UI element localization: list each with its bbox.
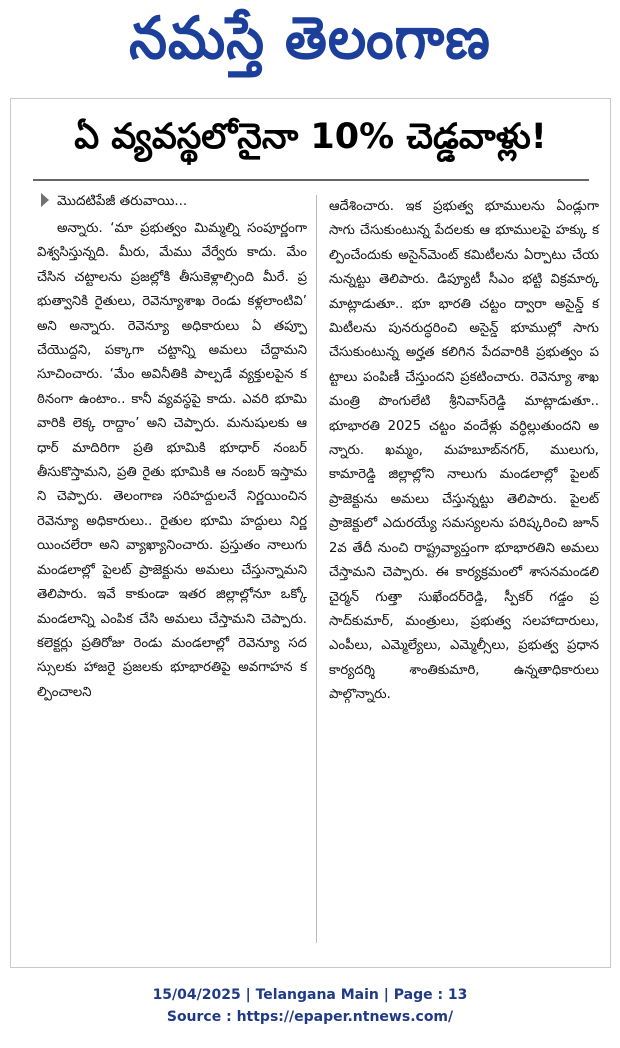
- headline-divider: [33, 179, 589, 181]
- article-column-left: అన్నారు. ‘మా ప్రభుత్వం మిమ్మల్ని సంపూర్ణంగా విశ్వసిస్తున్నది. మీరు, మేము వేర్వేరు కాదు. మేం చేసిన చట్టాలను ప్రజల్లోకి తీసుకెళ్లాల్సింది మీరే. ప్రభుత్వానికి రైతులు, రెవెన్యూశాఖ రెండు కళ్లలాంటివి’ అని అన్నారు. రెవెన్యూ అధికారులు ఏ తప్పూ చేయొద్దని, పక్కాగా చట్టాన్ని అమలు చేద్దామని సూచించారు. ‘మేం అవినీతికి పాల్పడే వ్యక్తులపైన కఠినంగా ఉంటాం.. కానీ వ్యవస్థపై కాదు. ఎవరి భూమి వారికి లెక్క రాద్దాం’ అని చెప్పారు. మనుషులకు ఆధార్ మాదిరిగా ప్రతి భూమికి భూధార్ నంబర్ తీసుకొస్తామని, ప్రతి రైతు భూమికి ఆ నంబర్ ఇస్తామని చెప్పారు. తెలంగాణ సరిహద్దులనే నిర్ణయించిన రెవెన్యూ అధికారులు.. రైతుల భూమి హద్దులు నిర్ణయించలేరా అని వ్యాఖ్యానించారు. ప్రస్తుతం నాలుగు మండలాల్లో పైలట్ ప్రాజెక్టును అమలు చేస్తున్నామని తెలిపారు. ఇవే కాకుండా ఇతర జిల్లాల్లోనూ ఒక్కో మండలాన్ని ఎంపిక చేసి అమలు చేస్తామని చెప్పారు. కలెక్టర్లు ప్రతిరోజు రెండు మండలాల్లో రెవెన్యూ సదస్సులకు హాజరై ప్రజలకు భూభారతిపై అవగాహన కల్పించాలని: [37, 221, 307, 700]
- article-column-right: ఆదేశించారు. ఇక ప్రభుత్వ భూములను ఏండ్లుగా సాగు చేసుకుంటున్న పేదలకు ఆ భూములపై హక్కు కల్పించేందుకు అసైన్‌మెంట్ కమిటీలను ఏర్పాటు చేయనున్నట్టు తెలిపారు. డిప్యూటీ సీఎం భట్టి విక్రమార్క మాట్లాడుతూ.. భూ భారతి చట్టం ద్వారా అసైన్డ్ కమిటీలను పునరుద్ధరించి అసైన్డ్ భూముల్లో సాగు చేసుకుంటున్న అర్హత కలిగిన పేదవారికి ప్రభుత్వం పట్టాలు పంపిణీ చేస్తుందని ప్రకటించారు. రెవెన్యూ శాఖ మంత్రి పొంగులేటి శ్రీనివాస్‌రెడ్డి మాట్లాడుతూ.. భూభారతి 2025 చట్టం వందేళ్లు వర్ధిల్లుతుందని అన్నారు. ఖమ్మం, మహబూబ్‌నగర్, ములుగు, కామారెడ్డి జిల్లాల్లోని నాలుగు మండలాల్లో పైలట్ ప్రాజెక్టును అమలు చేస్తున్నట్టు తెలిపారు. పైలట్ ప్రాజెక్టులో ఎదురయ్యే సమస్యలను పరిష్కరించి జూన్ 2వ తేదీ నుంచి రాష్ట్రవ్యాప్తంగా భూభారతిని అమలు చేస్తామని చెప్పారు. ఈ కార్యక్రమంలో శాసనమండలి చైర్మన్ గుత్తా సుఖేందర్‌రెడ్డి, స్పీకర్ గడ్డం ప్రసాద్‌కుమార్, మంత్రులు, ప్రభుత్వ సలహాదారులు, ఎంపీలు, ఎమ్మెల్యేలు, ఎమ్మెల్సీలు, ప్రభుత్వ ప్రధాన కార్యదర్శి శాంతికుమారి, ఉన్నతాధికారులు పాల్గొన్నారు.: [329, 199, 599, 703]
- article-headline: ఏ వ్యవస్థలోనైనా 10% చెడ్డవాళ్లు!: [74, 117, 547, 157]
- continuation-text: మొదటిపేజీ తరువాయి...: [57, 193, 188, 209]
- column-divider: [316, 195, 317, 943]
- edition-info: 15/04/2025 | Telangana Main | Page : 13: [152, 987, 468, 1003]
- masthead: [0, 0, 620, 90]
- article-clipping: [10, 98, 611, 968]
- continuation-label: [41, 190, 187, 212]
- chevron-right-icon: [41, 193, 49, 207]
- newspaper-logo: నమస్తే తెలంగాణ: [129, 3, 491, 72]
- page-footer: [0, 984, 620, 1028]
- source-link[interactable]: Source : https://epaper.ntnews.com/: [166, 1009, 454, 1025]
